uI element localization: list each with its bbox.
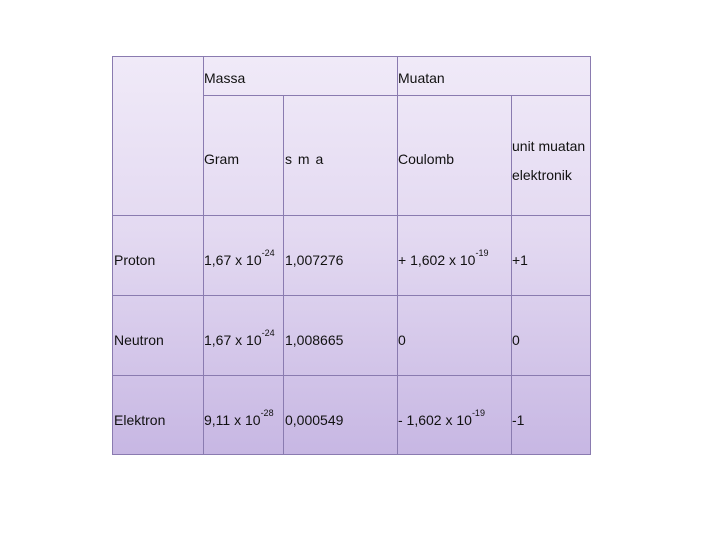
header-unit-line2: elektronik [512, 167, 572, 183]
elektron-gram [204, 408, 274, 428]
neutron-sma: 1,008665 [285, 332, 344, 348]
proton-gram-base: 1,67 x 10 [204, 252, 262, 268]
row-divider-elektron [113, 375, 590, 376]
neutron-gram-base: 1,67 x 10 [204, 332, 262, 348]
row-divider-header [203, 95, 590, 96]
neutron-unit: 0 [512, 332, 520, 348]
particle-table [112, 56, 591, 455]
neutron-coulomb [398, 332, 406, 348]
elektron-coulomb-exp: -19 [471, 408, 485, 418]
col-divider-sma [283, 95, 284, 454]
header-muatan: Muatan [398, 70, 445, 86]
proton-coulomb-base: + 1,602 x 10 [398, 252, 476, 268]
proton-unit: +1 [512, 252, 528, 268]
elektron-gram-exp: -28 [260, 408, 274, 418]
proton-coulomb [398, 248, 489, 268]
proton-sma: 1,007276 [285, 252, 344, 268]
neutron-gram-exp: -24 [261, 328, 275, 338]
row-label-neutron: Neutron [114, 332, 164, 348]
neutron-coulomb-base: 0 [398, 332, 406, 348]
header-coulomb: Coulomb [398, 151, 455, 167]
elektron-sma: 0,000549 [285, 412, 344, 428]
neutron-gram [204, 328, 275, 348]
proton-coulomb-exp: -19 [475, 248, 489, 258]
elektron-coulomb-base: - 1,602 x 10 [398, 412, 472, 428]
row-divider-neutron [113, 295, 590, 296]
elektron-coulomb [398, 408, 485, 428]
proton-gram [204, 248, 275, 268]
elektron-gram-base: 9,11 x 10 [204, 412, 261, 428]
elektron-unit: -1 [512, 412, 525, 428]
row-label-proton: Proton [114, 252, 156, 268]
proton-gram-exp: -24 [261, 248, 275, 258]
header-gram: Gram [204, 151, 239, 167]
row-label-elektron: Elektron [114, 412, 166, 428]
row-divider-proton [113, 215, 590, 216]
header-sma: s m a [285, 151, 325, 167]
header-unit-line1: unit muatan [512, 138, 586, 154]
header-massa: Massa [204, 70, 246, 86]
